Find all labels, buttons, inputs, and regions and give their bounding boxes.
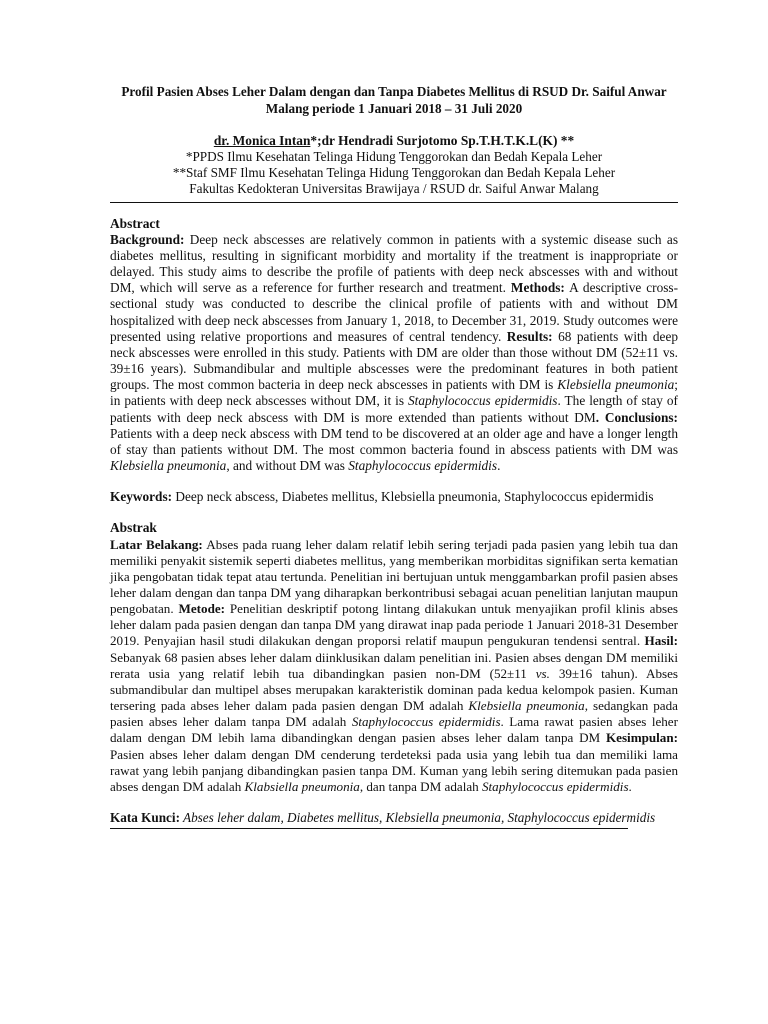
conclusions-text-2: , and without DM was	[226, 458, 349, 473]
methods-label: Methods:	[510, 280, 565, 296]
results-bacteria-1: Klebsiella pneumonia	[557, 377, 675, 393]
kata-kunci-label: Kata Kunci:	[110, 810, 180, 826]
metode-text: Penelitian deskriptif potong lintang dilakukan untuk menyajikan profil klinis abses leher dalam pada pasien dengan dan tanpa DM yang dirawat inap pada periode 1 Januari 2018-31 Desember 2019. Penyajian hasil studi dilakukan dengan proporsi relatif maupun pengukuran tendensi sentral.	[110, 601, 678, 649]
paper-page	[110, 84, 678, 829]
results-text-3: . The length of stay of patients with deep neck abscess with DM is more extended than patients without DM	[110, 393, 678, 425]
affiliation-1: *PPDS Ilmu Kesehatan Telinga Hidung Tenggorokan dan Bedah Kepala Leher	[185, 149, 603, 164]
author-line	[110, 133, 678, 149]
affiliation-2: **Staf SMF Ilmu Kesehatan Telinga Hidung Tenggorokan dan Bedah Kepala Leher	[172, 165, 616, 181]
hasil-bacteria-2: Staphylococcus epidermidis	[351, 714, 501, 730]
results-label: Results:	[506, 328, 553, 344]
conclusions-label: . Conclusions:	[595, 409, 678, 425]
kesimpulan-text-3: .	[628, 778, 632, 794]
results-text-2: ; in patients with deep neck abscesses without DM, it is	[110, 377, 678, 409]
hasil-vs: vs.	[535, 665, 550, 681]
kesimpulan-text-2: , dan tanpa DM adalah	[359, 778, 482, 794]
kesimpulan-text-1: Pasien abses leher dalam dengan DM cenderung terdeteksi pada usia yang lebih tua dan memiliki lama rawat yang lebih panjang dibandingkan pasien tanpa DM. Kuman yang lebih sering ditemukan pada pasien abses dengan DM adalah	[110, 746, 678, 794]
conclusions-text-1: Patients with a deep neck abscess with DM tend to be discovered at an older age and have a longer length of stay than patients without DM. The most common bacteria found in abscess patients with DM was	[110, 425, 678, 457]
metode-label: Metode:	[178, 601, 226, 617]
results-text-1: 68 patients with deep neck abscesses were enrolled in this study. Patients with DM are older than those without DM (52±11 vs. 39±16 years). Submandibular and multiple abscesses were the predominant features in both patient groups. The most common bacteria in deep neck abscesses in patients with DM is	[110, 328, 678, 393]
kata-kunci-section	[110, 810, 678, 826]
abstrak-body	[110, 537, 678, 796]
background-label: Background:	[110, 231, 185, 247]
kesimpulan-bacteria-2: Staphylococcus epidermidis	[482, 778, 629, 794]
keywords-label: Keywords:	[110, 489, 173, 505]
hasil-text-1: Sebanyak 68 pasien abses leher dalam diinklusikan dalam penelitian ini. Pasien abses dengan DM memiliki rerata usia yang relatif lebih tua dibandingkan pasien non-DM (52±11	[110, 649, 678, 681]
affiliation-3: Fakultas Kedokteran Universitas Brawijaya / RSUD dr. Saiful Anwar Malang	[189, 181, 599, 197]
kesimpulan-bacteria-1: Klabsiella pneumonia	[244, 778, 360, 794]
paper-title: Profil Pasien Abses Leher Dalam dengan dan Tanpa Diabetes Mellitus di RSUD Dr. Saiful Anwar Malang periode 1 Januari 2018 – 31 Juli 2020	[121, 84, 667, 116]
footer-divider	[110, 828, 628, 829]
hasil-text-3: , sedangkan pada pasien abses leher dalam tanpa DM adalah	[110, 698, 678, 730]
background-text: Deep neck abscesses are relatively common in patients with a systemic disease such as diabetes mellitus, resulting in significant morbidity and mortality if the treatment is inappropriate or delayed. This study aims to describe the profile of patients with deep neck abscesses with and without DM, which will serve as a reference for further research and treatment.	[110, 231, 678, 296]
author-separator: *;	[310, 133, 322, 148]
author-second: dr Hendradi Surjotomo Sp.T.H.T.K.L(K) **	[321, 133, 575, 148]
abstract-section	[110, 216, 678, 475]
keywords-section	[110, 489, 678, 505]
hasil-bacteria-1: Klebsiella pneumonia	[468, 698, 585, 714]
keywords-text: Deep neck abscess, Diabetes mellitus, Klebsiella pneumonia, Staphylococcus epidermidis	[172, 489, 654, 505]
conclusions-text-3: .	[497, 458, 501, 473]
abstrak-section	[110, 520, 678, 795]
abstract-body	[110, 232, 678, 474]
results-bacteria-2: Staphylococcus epidermidis	[408, 393, 558, 409]
hasil-text-2: 39±16 tahun). Abses submandibular dan multipel abses merupakan karakteristik dominan pada kedua kelompok pasien. Kuman tersering pada abses leher dalam pada pasien dengan DM adalah	[110, 665, 678, 714]
latar-label: Latar Belakang:	[110, 536, 203, 552]
conclusions-bacteria-2: Staphylococcus epidermidis	[348, 458, 498, 473]
hasil-text-4: . Lama rawat pasien abses leher dalam dengan DM lebih lama dibandingkan dengan pasien abses leher dalam tanpa DM	[110, 714, 678, 746]
methods-text: A descriptive cross-sectional study was conducted to describe the clinical profile of patients with and without DM hospitalized with deep neck abscesses from January 1, 2018, to December 31, 2019. Study outcomes were presented using relative proportions and measures of central tendency.	[110, 280, 679, 344]
abstract-heading: Abstract	[110, 215, 160, 231]
hasil-label: Hasil:	[644, 633, 678, 649]
latar-text: Abses pada ruang leher dalam relatif lebih sering terjadi pada pasien yang lebih tua dan memiliki penyakit sistemik seperti diabetes mellitus, yang memberikan morbiditas signifikan serta kematian jika pengobatan tidak tepat atau tertunda. Penelitian ini bertujuan untuk menggambarkan profil pasien abses leher dalam dengan dan tanpa DM yang diharapkan berkontribusi sebagai acuan penelitian lanjutan maupun pengobatan.	[110, 536, 678, 617]
conclusions-bacteria-1: Klebsiella pneumonia	[110, 458, 227, 473]
abstrak-heading: Abstrak	[110, 520, 157, 536]
kesimpulan-label: Kesimpulan:	[605, 730, 678, 746]
kata-kunci-text: Abses leher dalam, Diabetes mellitus, Klebsiella pneumonia, Staphylococcus epidermidis	[179, 810, 656, 826]
author-first: dr. Monica Intan	[213, 133, 311, 148]
